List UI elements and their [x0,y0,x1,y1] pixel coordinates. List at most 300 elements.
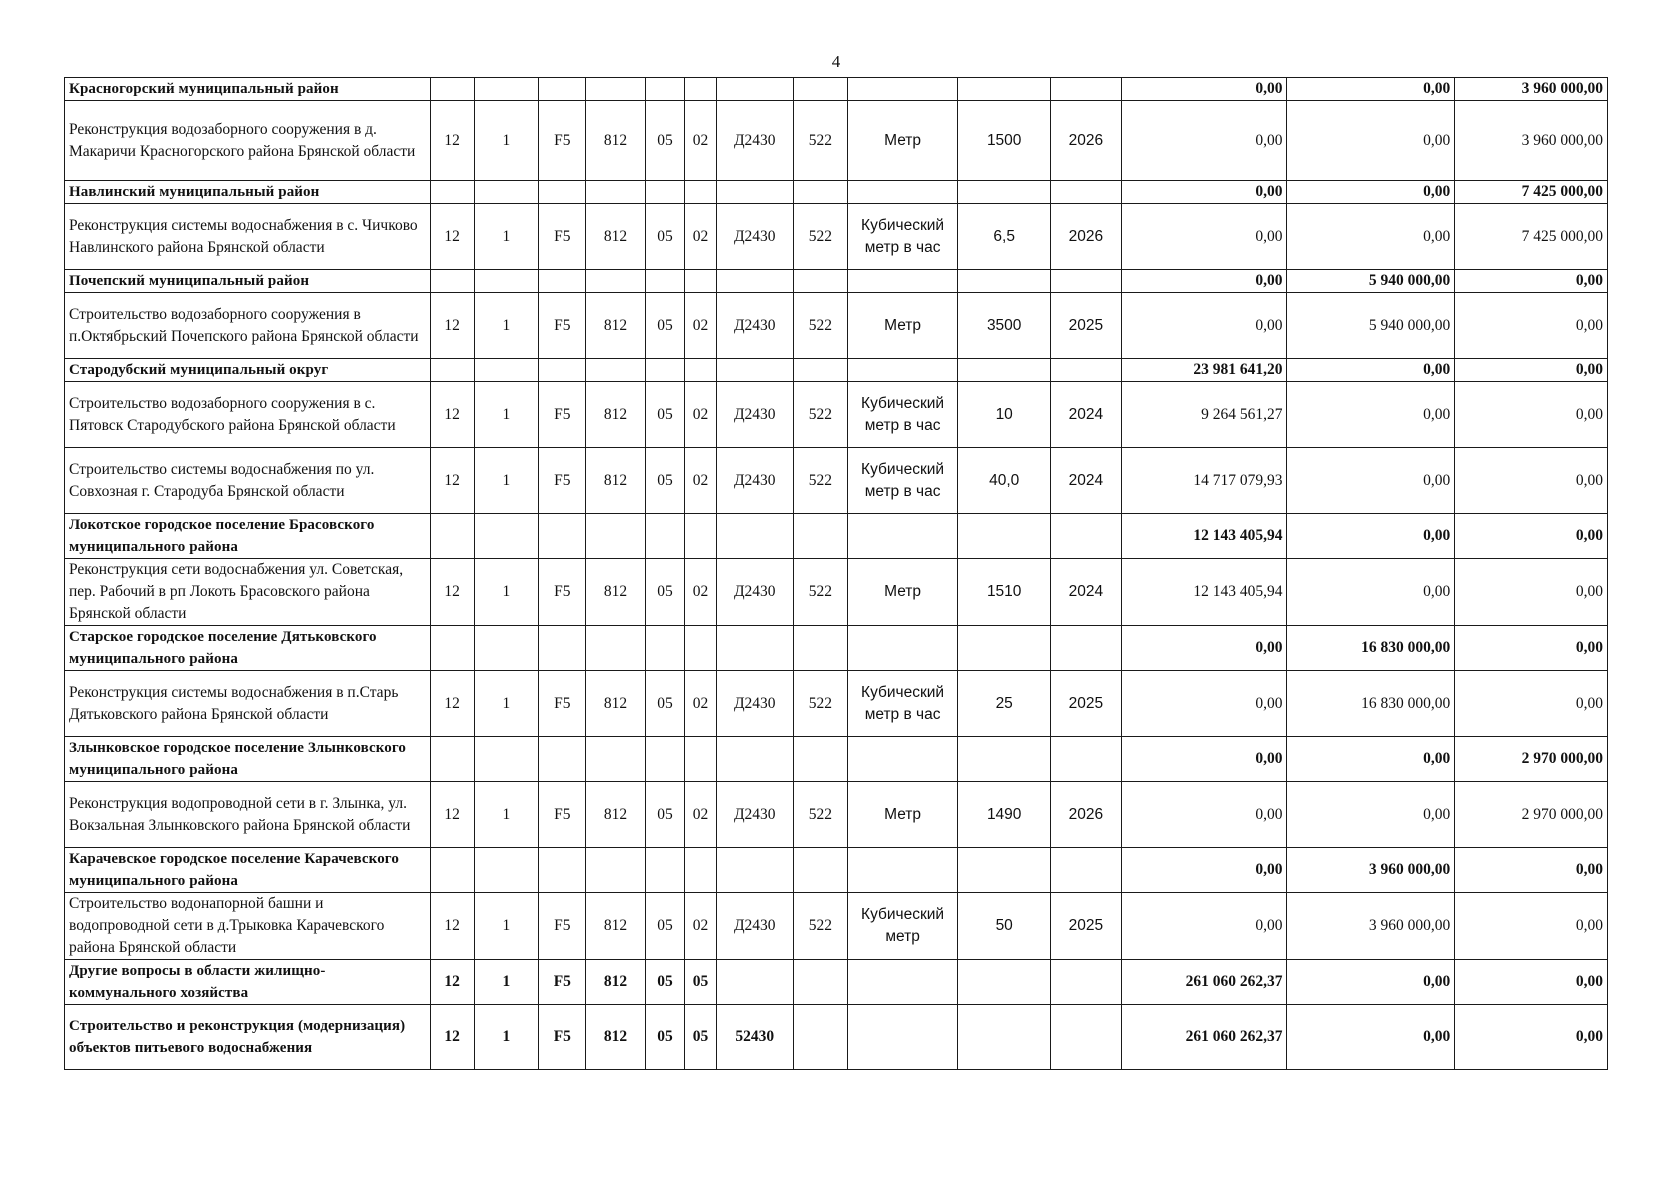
code-pr-cell: 02 [685,782,716,848]
group-row [65,181,1608,204]
year-cell [1050,270,1121,293]
amount-2025-cell: 5 940 000,00 [1287,293,1455,359]
code-gp-cell [430,78,474,101]
code-gp-cell: 12 [430,782,474,848]
code-csr-cell [716,181,793,204]
code-rz-cell [645,737,685,782]
code-grbs-cell: 812 [586,893,645,960]
code-gp-cell: 12 [430,101,474,181]
table-body [65,78,1608,1070]
code-grbs-cell: 812 [586,782,645,848]
amount-2025-cell: 0,00 [1287,559,1455,626]
code-csr-cell [716,78,793,101]
code-rz-cell [645,78,685,101]
unit-cell [847,514,958,559]
code-pgp-cell [474,270,539,293]
capacity-cell: 3500 [958,293,1050,359]
code-csr-cell [716,359,793,382]
code-gp-cell [430,848,474,893]
year-cell: 2024 [1050,448,1121,514]
code-vr-cell [793,78,847,101]
amount-2025-cell: 16 830 000,00 [1287,671,1455,737]
page-number: 4 [831,52,841,71]
code-gp-cell: 12 [430,293,474,359]
code-grbs-cell: 812 [586,559,645,626]
year-cell [1050,1005,1121,1070]
capacity-cell: 25 [958,671,1050,737]
amount-2026-cell: 0,00 [1455,270,1608,293]
amount-2026-cell: 0,00 [1455,448,1608,514]
code-grbs-cell [586,848,645,893]
code-pgp-cell: 1 [474,782,539,848]
row-name-cell: Реконструкция системы водоснабжения в с. Чичково Навлинского района Брянской области [65,204,431,270]
capacity-cell: 1510 [958,559,1050,626]
code-pgp-cell: 1 [474,204,539,270]
row-name-cell: Карачевское городское поселение Карачевского муниципального района [65,848,431,893]
code-pgp-cell [474,848,539,893]
code-pr-cell: 02 [685,382,716,448]
amount-2026-cell: 2 970 000,00 [1455,737,1608,782]
table-row [65,382,1608,448]
code-project-cell: F5 [539,101,586,181]
capacity-cell: 50 [958,893,1050,960]
year-cell: 2026 [1050,101,1121,181]
amount-2024-cell: 0,00 [1121,204,1287,270]
table-row [65,101,1608,181]
amount-2025-cell: 16 830 000,00 [1287,626,1455,671]
code-pr-cell: 02 [685,893,716,960]
table-row [65,204,1608,270]
group-row [65,359,1608,382]
amount-2026-cell: 0,00 [1455,671,1608,737]
code-gp-cell: 12 [430,382,474,448]
unit-cell: Метр [847,559,958,626]
code-grbs-cell [586,359,645,382]
code-vr-cell: 522 [793,204,847,270]
amount-2024-cell: 0,00 [1121,101,1287,181]
code-pgp-cell [474,359,539,382]
amount-2026-cell: 0,00 [1455,626,1608,671]
code-gp-cell: 12 [430,204,474,270]
year-cell: 2025 [1050,293,1121,359]
amount-2024-cell: 261 060 262,37 [1121,960,1287,1005]
amount-2025-cell: 0,00 [1287,1005,1455,1070]
amount-2026-cell: 0,00 [1455,893,1608,960]
unit-cell [847,737,958,782]
capacity-cell [958,359,1050,382]
code-csr-cell [716,960,793,1005]
amount-2026-cell: 0,00 [1455,559,1608,626]
code-gp-cell: 12 [430,1005,474,1070]
table-row [65,293,1608,359]
code-csr-cell: Д2430 [716,893,793,960]
amount-2024-cell: 0,00 [1121,293,1287,359]
code-pgp-cell: 1 [474,448,539,514]
code-gp-cell: 12 [430,671,474,737]
code-grbs-cell [586,181,645,204]
code-project-cell [539,359,586,382]
group-row [65,960,1608,1005]
code-gp-cell: 12 [430,960,474,1005]
code-rz-cell: 05 [645,960,685,1005]
amount-2024-cell: 0,00 [1121,782,1287,848]
code-pr-cell: 05 [685,960,716,1005]
year-cell: 2026 [1050,204,1121,270]
amount-2025-cell: 0,00 [1287,181,1455,204]
code-pr-cell: 02 [685,559,716,626]
row-name-cell: Реконструкция водозаборного сооружения в д. Макаричи Красногорского района Брянской области [65,101,431,181]
code-project-cell: F5 [539,559,586,626]
code-pr-cell: 02 [685,293,716,359]
code-pgp-cell: 1 [474,960,539,1005]
code-pr-cell [685,181,716,204]
code-project-cell: F5 [539,204,586,270]
code-csr-cell: Д2430 [716,101,793,181]
budget-table [64,77,1608,1070]
code-pr-cell [685,848,716,893]
amount-2024-cell: 0,00 [1121,270,1287,293]
code-pgp-cell [474,514,539,559]
code-project-cell [539,78,586,101]
year-cell [1050,626,1121,671]
amount-2025-cell: 0,00 [1287,960,1455,1005]
code-csr-cell: Д2430 [716,559,793,626]
code-vr-cell: 522 [793,101,847,181]
amount-2025-cell: 5 940 000,00 [1287,270,1455,293]
code-pgp-cell: 1 [474,101,539,181]
capacity-cell [958,1005,1050,1070]
capacity-cell [958,78,1050,101]
year-cell [1050,737,1121,782]
code-pgp-cell: 1 [474,293,539,359]
amount-2024-cell: 0,00 [1121,626,1287,671]
row-name-cell: Старское городское поселение Дятьковского муниципального района [65,626,431,671]
group-row [65,78,1608,101]
unit-cell [847,78,958,101]
year-cell [1050,514,1121,559]
code-vr-cell: 522 [793,382,847,448]
table-row [65,559,1608,626]
code-pgp-cell [474,626,539,671]
amount-2024-cell: 23 981 641,20 [1121,359,1287,382]
year-cell: 2025 [1050,671,1121,737]
capacity-cell: 10 [958,382,1050,448]
code-pgp-cell [474,181,539,204]
code-csr-cell: Д2430 [716,671,793,737]
amount-2026-cell: 2 970 000,00 [1455,782,1608,848]
code-grbs-cell: 812 [586,382,645,448]
amount-2024-cell: 0,00 [1121,671,1287,737]
amount-2024-cell: 0,00 [1121,893,1287,960]
amount-2025-cell: 0,00 [1287,359,1455,382]
group-row [65,514,1608,559]
unit-cell: Кубический метр [847,893,958,960]
code-rz-cell: 05 [645,448,685,514]
code-vr-cell [793,359,847,382]
amount-2024-cell: 12 143 405,94 [1121,514,1287,559]
code-vr-cell [793,1005,847,1070]
capacity-cell: 1490 [958,782,1050,848]
amount-2026-cell: 3 960 000,00 [1455,101,1608,181]
year-cell [1050,78,1121,101]
code-vr-cell: 522 [793,293,847,359]
code-vr-cell: 522 [793,782,847,848]
capacity-cell: 40,0 [958,448,1050,514]
amount-2024-cell: 261 060 262,37 [1121,1005,1287,1070]
capacity-cell [958,181,1050,204]
code-pgp-cell [474,737,539,782]
unit-cell: Кубический метр в час [847,204,958,270]
code-gp-cell: 12 [430,448,474,514]
code-project-cell: F5 [539,893,586,960]
code-grbs-cell: 812 [586,960,645,1005]
code-gp-cell [430,737,474,782]
amount-2024-cell: 0,00 [1121,78,1287,101]
code-grbs-cell: 812 [586,293,645,359]
code-grbs-cell [586,626,645,671]
amount-2025-cell: 0,00 [1287,737,1455,782]
code-rz-cell: 05 [645,382,685,448]
code-vr-cell: 522 [793,448,847,514]
code-gp-cell [430,270,474,293]
code-pr-cell [685,626,716,671]
code-rz-cell: 05 [645,671,685,737]
table-row [65,448,1608,514]
code-pgp-cell: 1 [474,671,539,737]
code-csr-cell: Д2430 [716,782,793,848]
code-vr-cell [793,181,847,204]
amount-2026-cell: 0,00 [1455,1005,1608,1070]
amount-2026-cell: 0,00 [1455,848,1608,893]
amount-2026-cell: 0,00 [1455,359,1608,382]
code-rz-cell: 05 [645,204,685,270]
amount-2025-cell: 0,00 [1287,101,1455,181]
code-rz-cell: 05 [645,782,685,848]
code-vr-cell [793,626,847,671]
code-grbs-cell [586,270,645,293]
code-project-cell [539,737,586,782]
table-row [65,782,1608,848]
code-pgp-cell: 1 [474,559,539,626]
capacity-cell [958,514,1050,559]
amount-2026-cell: 0,00 [1455,293,1608,359]
code-pr-cell [685,514,716,559]
amount-2024-cell: 0,00 [1121,737,1287,782]
code-vr-cell [793,960,847,1005]
unit-cell [847,848,958,893]
code-csr-cell: Д2430 [716,204,793,270]
code-pr-cell: 02 [685,671,716,737]
code-pgp-cell: 1 [474,382,539,448]
amount-2026-cell: 7 425 000,00 [1455,181,1608,204]
amount-2026-cell: 0,00 [1455,514,1608,559]
code-pr-cell: 02 [685,448,716,514]
code-vr-cell [793,848,847,893]
table-row [65,671,1608,737]
code-grbs-cell: 812 [586,204,645,270]
code-rz-cell: 05 [645,101,685,181]
code-vr-cell: 522 [793,671,847,737]
code-rz-cell: 05 [645,559,685,626]
code-project-cell: F5 [539,782,586,848]
code-project-cell [539,848,586,893]
row-name-cell: Стародубский муниципальный округ [65,359,431,382]
code-pr-cell: 02 [685,204,716,270]
code-vr-cell: 522 [793,893,847,960]
row-name-cell: Строительство водонапорной башни и водопроводной сети в д.Трыковка Карачевского района Брянской области [65,893,431,960]
code-csr-cell [716,270,793,293]
code-rz-cell [645,181,685,204]
code-csr-cell [716,514,793,559]
row-name-cell: Навлинский муниципальный район [65,181,431,204]
group-row [65,848,1608,893]
row-name-cell: Строительство и реконструкция (модернизация) объектов питьевого водоснабжения [65,1005,431,1070]
code-grbs-cell [586,514,645,559]
code-gp-cell: 12 [430,893,474,960]
amount-2026-cell: 3 960 000,00 [1455,78,1608,101]
unit-cell [847,181,958,204]
group-row [65,737,1608,782]
code-rz-cell [645,626,685,671]
code-pr-cell [685,737,716,782]
code-pgp-cell [474,78,539,101]
code-csr-cell [716,848,793,893]
code-gp-cell [430,181,474,204]
amount-2024-cell: 0,00 [1121,181,1287,204]
amount-2025-cell: 0,00 [1287,78,1455,101]
code-pgp-cell: 1 [474,893,539,960]
year-cell: 2026 [1050,782,1121,848]
amount-2026-cell: 0,00 [1455,382,1608,448]
row-name-cell: Реконструкция водопроводной сети в г. Злынка, ул. Вокзальная Злынковского района Брянской области [65,782,431,848]
code-project-cell [539,270,586,293]
code-grbs-cell: 812 [586,448,645,514]
code-grbs-cell [586,737,645,782]
row-name-cell: Строительство системы водоснабжения по ул. Совхозная г. Стародуба Брянской области [65,448,431,514]
row-name-cell: Строительство водозаборного сооружения в п.Октябрьский Почепского района Брянской области [65,293,431,359]
row-name-cell: Почепский муниципальный район [65,270,431,293]
capacity-cell: 6,5 [958,204,1050,270]
group-row [65,1005,1608,1070]
code-vr-cell: 522 [793,559,847,626]
amount-2025-cell: 0,00 [1287,382,1455,448]
unit-cell [847,359,958,382]
code-csr-cell: Д2430 [716,382,793,448]
group-row [65,270,1608,293]
unit-cell: Кубический метр в час [847,671,958,737]
code-gp-cell: 12 [430,559,474,626]
capacity-cell: 1500 [958,101,1050,181]
row-name-cell: Красногорский муниципальный район [65,78,431,101]
unit-cell: Метр [847,782,958,848]
code-rz-cell [645,359,685,382]
capacity-cell [958,848,1050,893]
year-cell: 2024 [1050,382,1121,448]
row-name-cell: Строительство водозаборного сооружения в с. Пятовск Стародубского района Брянской области [65,382,431,448]
amount-2026-cell: 0,00 [1455,960,1608,1005]
code-pr-cell: 05 [685,1005,716,1070]
year-cell: 2025 [1050,893,1121,960]
code-project-cell: F5 [539,382,586,448]
unit-cell: Кубический метр в час [847,382,958,448]
code-project-cell [539,181,586,204]
code-rz-cell: 05 [645,1005,685,1070]
code-csr-cell: Д2430 [716,448,793,514]
capacity-cell [958,626,1050,671]
code-gp-cell [430,514,474,559]
unit-cell [847,626,958,671]
year-cell [1050,359,1121,382]
code-grbs-cell [586,78,645,101]
row-name-cell: Локотское городское поселение Брасовского муниципального района [65,514,431,559]
amount-2025-cell: 3 960 000,00 [1287,848,1455,893]
amount-2025-cell: 0,00 [1287,782,1455,848]
code-gp-cell [430,359,474,382]
code-grbs-cell: 812 [586,671,645,737]
unit-cell: Метр [847,293,958,359]
capacity-cell [958,960,1050,1005]
capacity-cell [958,737,1050,782]
amount-2024-cell: 12 143 405,94 [1121,559,1287,626]
code-rz-cell: 05 [645,293,685,359]
amount-2026-cell: 7 425 000,00 [1455,204,1608,270]
group-row [65,626,1608,671]
code-vr-cell [793,737,847,782]
code-grbs-cell: 812 [586,101,645,181]
code-rz-cell [645,514,685,559]
amount-2024-cell: 9 264 561,27 [1121,382,1287,448]
code-pgp-cell: 1 [474,1005,539,1070]
code-pr-cell [685,78,716,101]
unit-cell: Метр [847,101,958,181]
amount-2025-cell: 3 960 000,00 [1287,893,1455,960]
code-project-cell [539,626,586,671]
code-gp-cell [430,626,474,671]
table-row [65,893,1608,960]
code-project-cell: F5 [539,671,586,737]
amount-2024-cell: 0,00 [1121,848,1287,893]
code-pr-cell: 02 [685,101,716,181]
unit-cell [847,270,958,293]
code-csr-cell [716,737,793,782]
code-project-cell: F5 [539,448,586,514]
row-name-cell: Злынковское городское поселение Злынковского муниципального района [65,737,431,782]
code-csr-cell: Д2430 [716,293,793,359]
code-pr-cell [685,359,716,382]
code-csr-cell: 52430 [716,1005,793,1070]
code-vr-cell [793,514,847,559]
row-name-cell: Реконструкция системы водоснабжения в п.Старь Дятьковского района Брянской области [65,671,431,737]
row-name-cell: Другие вопросы в области жилищно-коммунального хозяйства [65,960,431,1005]
amount-2025-cell: 0,00 [1287,448,1455,514]
code-project-cell: F5 [539,960,586,1005]
code-rz-cell: 05 [645,893,685,960]
amount-2025-cell: 0,00 [1287,514,1455,559]
code-project-cell: F5 [539,293,586,359]
year-cell [1050,181,1121,204]
amount-2024-cell: 14 717 079,93 [1121,448,1287,514]
year-cell: 2024 [1050,559,1121,626]
amount-2025-cell: 0,00 [1287,204,1455,270]
unit-cell [847,960,958,1005]
code-project-cell [539,514,586,559]
capacity-cell [958,270,1050,293]
year-cell [1050,960,1121,1005]
code-rz-cell [645,848,685,893]
unit-cell: Кубический метр в час [847,448,958,514]
code-project-cell: F5 [539,1005,586,1070]
code-rz-cell [645,270,685,293]
